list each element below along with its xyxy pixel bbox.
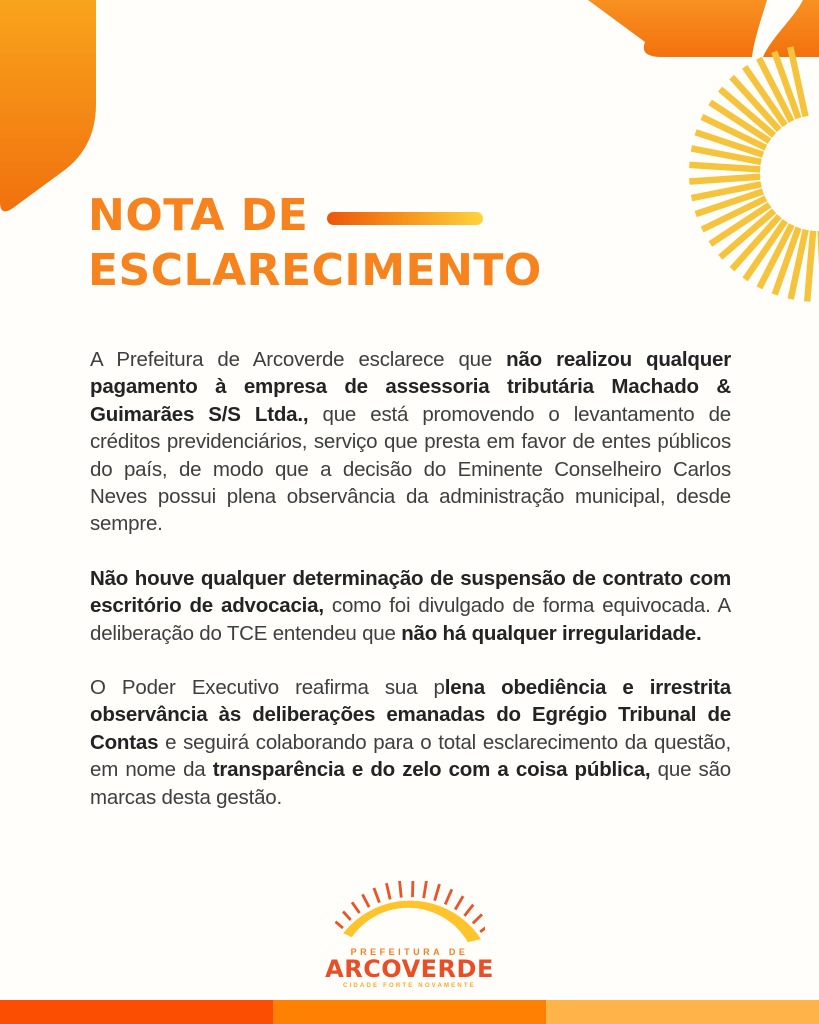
footer-segment-red: [0, 1000, 273, 1024]
note-body: [90, 346, 731, 838]
top-right-shape: [588, 0, 767, 57]
title-dash-decoration: [327, 212, 483, 225]
footer-segment-orange: [273, 1000, 546, 1024]
sun-arc-icon: [335, 881, 485, 945]
title-line-2: ESCLARECIMENTO: [88, 245, 542, 296]
title-line-1: NOTA DE: [88, 190, 309, 241]
logo-prefeitura-de: PREFEITURA DE: [350, 947, 469, 957]
note-paragraph: Não houve qualquer determinação de suspensão de contrato com escritório de advocacia, como foi divulgado de forma equivocada. A deliberação do TCE entendeu que não há qualquer irregularidade.: [90, 566, 731, 645]
note-paragraph: A Prefeitura de Arcoverde esclarece que não realizou qualquer pagamento à empresa de assessoria tributária Machado & Guimarães S/S Ltda., que está promovendo o levantamento de créditos previdenciários, serviço que presta em favor de entes públicos do país, de modo que a decisão do Eminente Conselheiro Carlos Neves possui plena observância da administração municipal, desde sempre.: [90, 348, 731, 536]
footer-segment-light-orange: [546, 1000, 819, 1024]
logo-arcoverde: ARCOVERDE: [325, 955, 494, 983]
top-right-decoration: [540, 0, 819, 340]
logo-tagline: CIDADE FORTE NOVAMENTE: [343, 983, 476, 989]
sunburst-icon: [689, 47, 819, 302]
prefeitura-logo: [0, 881, 819, 989]
page-title: [88, 188, 542, 298]
footer-color-bar: [0, 1000, 819, 1024]
note-paragraph: O Poder Executivo reafirma sua plena obediência e irrestrita observância às deliberações emanadas do Egrégio Tribunal de Contas e seguirá colaborando para o total esclarecimento da questão, em nome da transparência e do zelo com a coisa pública, que são marcas desta gestão.: [90, 676, 732, 809]
